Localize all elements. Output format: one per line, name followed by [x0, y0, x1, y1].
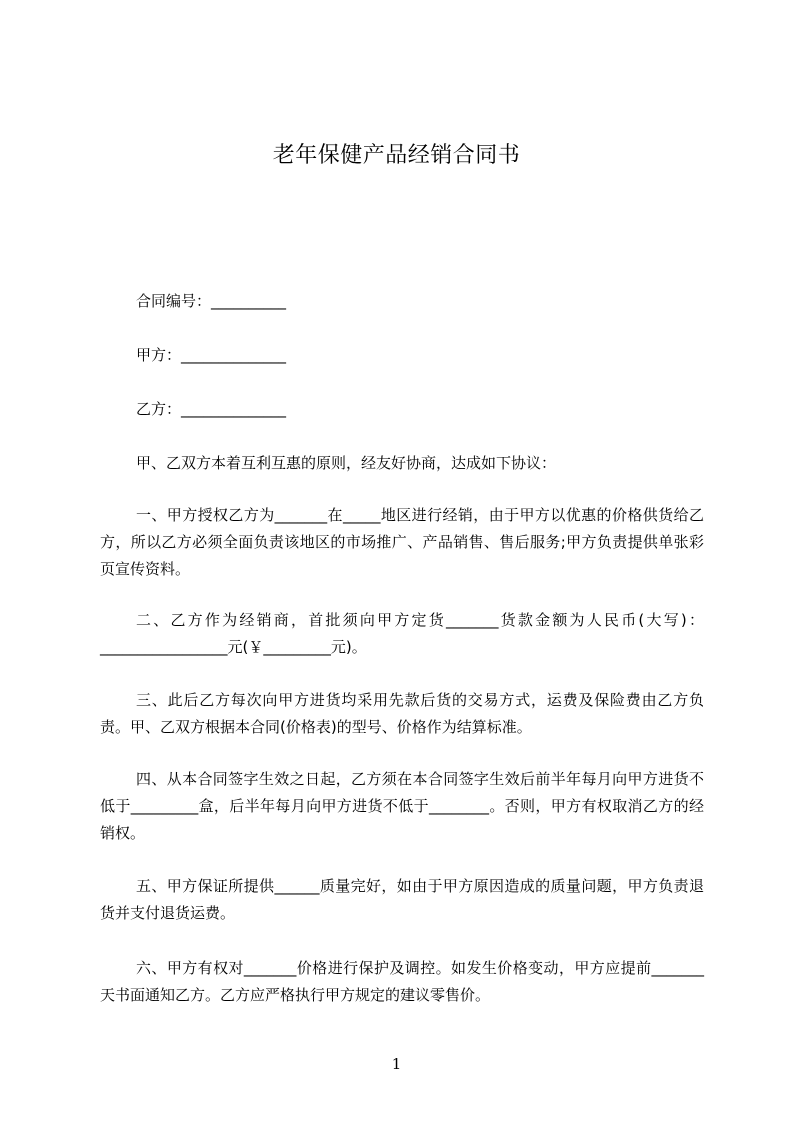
clause-2: 二、乙方作为经销商，首批须向甲方定货_______货款金额为人民币(大写)：_________________元(￥_________元)。: [100, 611, 704, 656]
page-number: 1: [391, 1055, 402, 1073]
clause-1: 一、甲方授权乙方为_______在_____地区进行经销，由于甲方以优惠的价格供货给乙方，所以乙方必须全面负责该地区的市场推广、产品销售、售后服务;甲方负责提供单张彩页宣传资料。: [100, 506, 704, 578]
intro-paragraph: 甲、乙双方本着互利互惠的原则，经友好协商，达成如下协议：: [136, 454, 557, 472]
party-a-field: 甲方：______________: [136, 346, 287, 364]
document-title: 老年保健产品经销合同书: [272, 143, 521, 168]
clause-6: 六、甲方有权对_______价格进行保护及调控。如发生价格变动，甲方应提前_______天书面通知乙方。乙方应严格执行甲方规定的建议零售价。: [100, 959, 704, 1004]
clause-3: 三、此后乙方每次向甲方进货均采用先款后货的交易方式，运费及保险费由乙方负责。甲、乙双方根据本合同(价格表)的型号、价格作为结算标准。: [100, 691, 704, 736]
party-b-field: 乙方：______________: [136, 400, 287, 418]
clause-4: 四、从本合同签字生效之日起，乙方须在本合同签字生效后前半年每月向甲方进货不低于_________盒，后半年每月向甲方进货不低于________。否则，甲方有权取消乙方的经销权。: [100, 770, 704, 842]
contract-number-field: 合同编号：__________: [136, 292, 287, 310]
clause-5: 五、甲方保证所提供______质量完好，如由于甲方原因造成的质量问题，甲方负责退货并支付退货运费。: [100, 877, 704, 922]
